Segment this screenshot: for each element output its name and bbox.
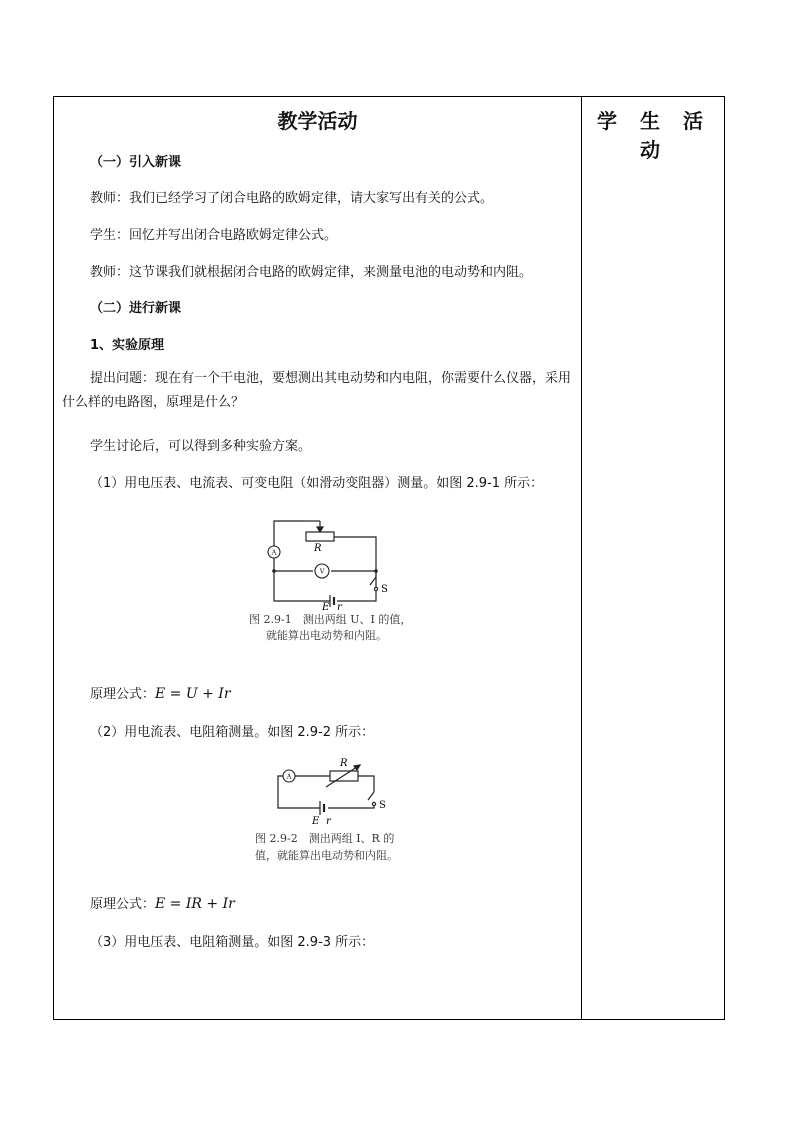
formula-1-label: 原理公式： bbox=[90, 687, 156, 702]
subsection-principle-heading: 1、实验原理 bbox=[90, 338, 165, 353]
ammeter-label-2: A bbox=[286, 773, 292, 781]
paragraph-student-1: 学生：回忆并写出闭合电路欧姆定律公式。 bbox=[90, 228, 338, 243]
paragraph-discussion: 学生讨论后，可以得到多种实验方案。 bbox=[90, 439, 312, 454]
paragraph-teacher-1: 教师：我们已经学习了闭合电路的欧姆定律，请大家写出有关的公式。 bbox=[90, 191, 494, 206]
section-intro-heading: （一）引入新课 bbox=[90, 155, 182, 170]
method-2-text: （2）用电流表、电阻箱测量。如图 2.9-2 所示： bbox=[90, 725, 375, 740]
ammeter-label: A bbox=[271, 549, 277, 557]
method-3-text: （3）用电压表、电阻箱测量。如图 2.9-3 所示： bbox=[90, 935, 375, 950]
figure-2-9-2-caption-line1: 图 2.9-2 测出两组 I、R 的 bbox=[255, 832, 395, 845]
section-new-lesson-heading: （二）进行新课 bbox=[90, 301, 182, 316]
figure-2-9-1-caption-line1: 图 2.9-1 测出两组 U、I 的值， bbox=[249, 613, 412, 626]
figure-2-9-1 bbox=[249, 511, 424, 642]
internal-resistance-label: r bbox=[337, 602, 342, 611]
emf-label-2: E bbox=[312, 816, 320, 826]
figure-2-9-1-caption-line2: 就能算出电动势和内阻。 bbox=[266, 629, 387, 642]
figure-2-9-2 bbox=[255, 756, 434, 866]
formula-1 bbox=[90, 683, 231, 702]
column-divider bbox=[581, 97, 582, 1019]
resistor-label: R bbox=[314, 543, 322, 554]
teaching-activity-header: 教学活动 bbox=[277, 109, 358, 133]
circuit-diagram-1 bbox=[264, 511, 424, 611]
figure-2-9-2-caption-line2: 值，就能算出电动势和内阻。 bbox=[255, 849, 398, 862]
emf-label: E bbox=[322, 602, 330, 611]
internal-resistance-label-2: r bbox=[326, 816, 331, 826]
switch-label-2: S bbox=[379, 800, 386, 811]
circuit-diagram-2 bbox=[264, 756, 414, 826]
formula-1-expression: E = U + Ir bbox=[155, 686, 231, 702]
resistance-box-label: R bbox=[340, 758, 348, 769]
paragraph-teacher-2: 教师：这节课我们就根据闭合电路的欧姆定律，来测量电池的电动势和内阻。 bbox=[90, 265, 533, 280]
lesson-table bbox=[53, 96, 725, 1020]
voltmeter-label: V bbox=[319, 568, 325, 576]
formula-2-expression: E = IR + Ir bbox=[155, 896, 235, 912]
method-1-text: （1）用电压表、电流表、可变电阻（如滑动变阻器）测量。如图 2.9-1 所示： bbox=[90, 476, 544, 491]
switch-label: S bbox=[381, 584, 388, 595]
formula-2-label: 原理公式： bbox=[90, 897, 156, 912]
student-activity-header: 学 生 活 动 bbox=[597, 109, 711, 162]
paragraph-question: 提出问题：现在有一个干电池，要想测出其电动势和内电阻，你需要什么仪器，采用什么样的电路图，原理是什么？ bbox=[62, 371, 572, 410]
formula-2 bbox=[90, 893, 235, 912]
